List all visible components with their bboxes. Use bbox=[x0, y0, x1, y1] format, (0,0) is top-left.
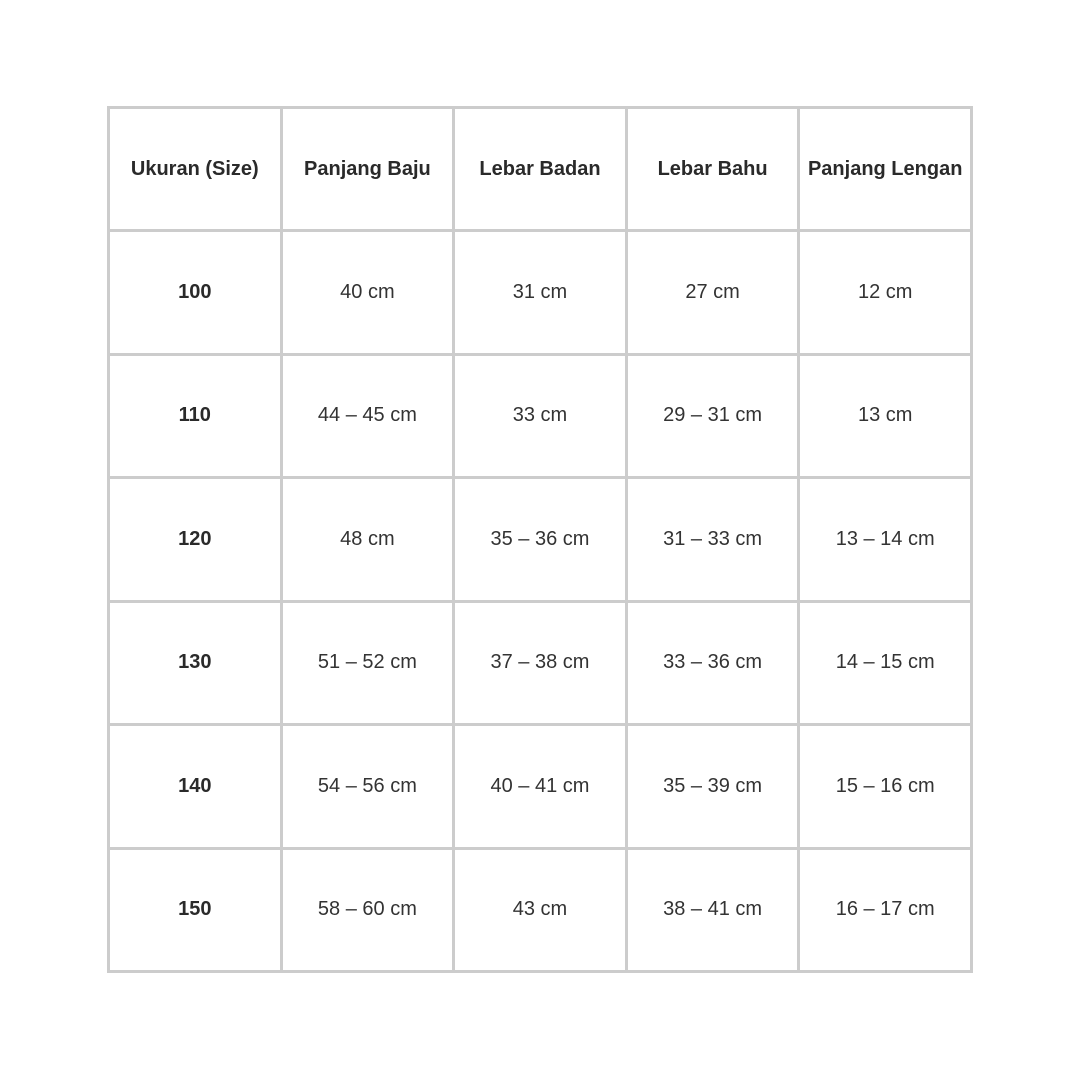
body-width-cell: 37 – 38 cm bbox=[454, 601, 627, 725]
table-row bbox=[109, 478, 972, 602]
body-length-cell: 58 – 60 cm bbox=[281, 848, 454, 972]
size-cell: 140 bbox=[109, 725, 282, 849]
sleeve-length-cell: 16 – 17 cm bbox=[799, 848, 972, 972]
table-row bbox=[109, 848, 972, 972]
body-width-cell: 31 cm bbox=[454, 231, 627, 355]
shoulder-width-cell: 38 – 41 cm bbox=[626, 848, 799, 972]
body-width-cell: 43 cm bbox=[454, 848, 627, 972]
body-width-cell: 35 – 36 cm bbox=[454, 478, 627, 602]
sleeve-length-cell: 15 – 16 cm bbox=[799, 725, 972, 849]
shoulder-width-cell: 31 – 33 cm bbox=[626, 478, 799, 602]
body-length-cell: 48 cm bbox=[281, 478, 454, 602]
header-size: Ukuran (Size) bbox=[109, 108, 282, 231]
shoulder-width-cell: 27 cm bbox=[626, 231, 799, 355]
header-sleeve-length: Panjang Lengan bbox=[799, 108, 972, 231]
size-cell: 120 bbox=[109, 478, 282, 602]
size-cell: 110 bbox=[109, 354, 282, 478]
table-row bbox=[109, 601, 972, 725]
table-row bbox=[109, 354, 972, 478]
shoulder-width-cell: 35 – 39 cm bbox=[626, 725, 799, 849]
table-header-row bbox=[109, 108, 972, 231]
sleeve-length-cell: 12 cm bbox=[799, 231, 972, 355]
body-length-cell: 51 – 52 cm bbox=[281, 601, 454, 725]
body-length-cell: 40 cm bbox=[281, 231, 454, 355]
header-body-length: Panjang Baju bbox=[281, 108, 454, 231]
size-cell: 150 bbox=[109, 848, 282, 972]
sleeve-length-cell: 14 – 15 cm bbox=[799, 601, 972, 725]
table-row bbox=[109, 725, 972, 849]
body-length-cell: 54 – 56 cm bbox=[281, 725, 454, 849]
body-width-cell: 33 cm bbox=[454, 354, 627, 478]
body-width-cell: 40 – 41 cm bbox=[454, 725, 627, 849]
header-shoulder-width: Lebar Bahu bbox=[626, 108, 799, 231]
shoulder-width-cell: 33 – 36 cm bbox=[626, 601, 799, 725]
header-body-width: Lebar Badan bbox=[454, 108, 627, 231]
table-row bbox=[109, 231, 972, 355]
shoulder-width-cell: 29 – 31 cm bbox=[626, 354, 799, 478]
body-length-cell: 44 – 45 cm bbox=[281, 354, 454, 478]
size-cell: 130 bbox=[109, 601, 282, 725]
sleeve-length-cell: 13 – 14 cm bbox=[799, 478, 972, 602]
size-chart-table bbox=[107, 106, 973, 973]
sleeve-length-cell: 13 cm bbox=[799, 354, 972, 478]
size-cell: 100 bbox=[109, 231, 282, 355]
